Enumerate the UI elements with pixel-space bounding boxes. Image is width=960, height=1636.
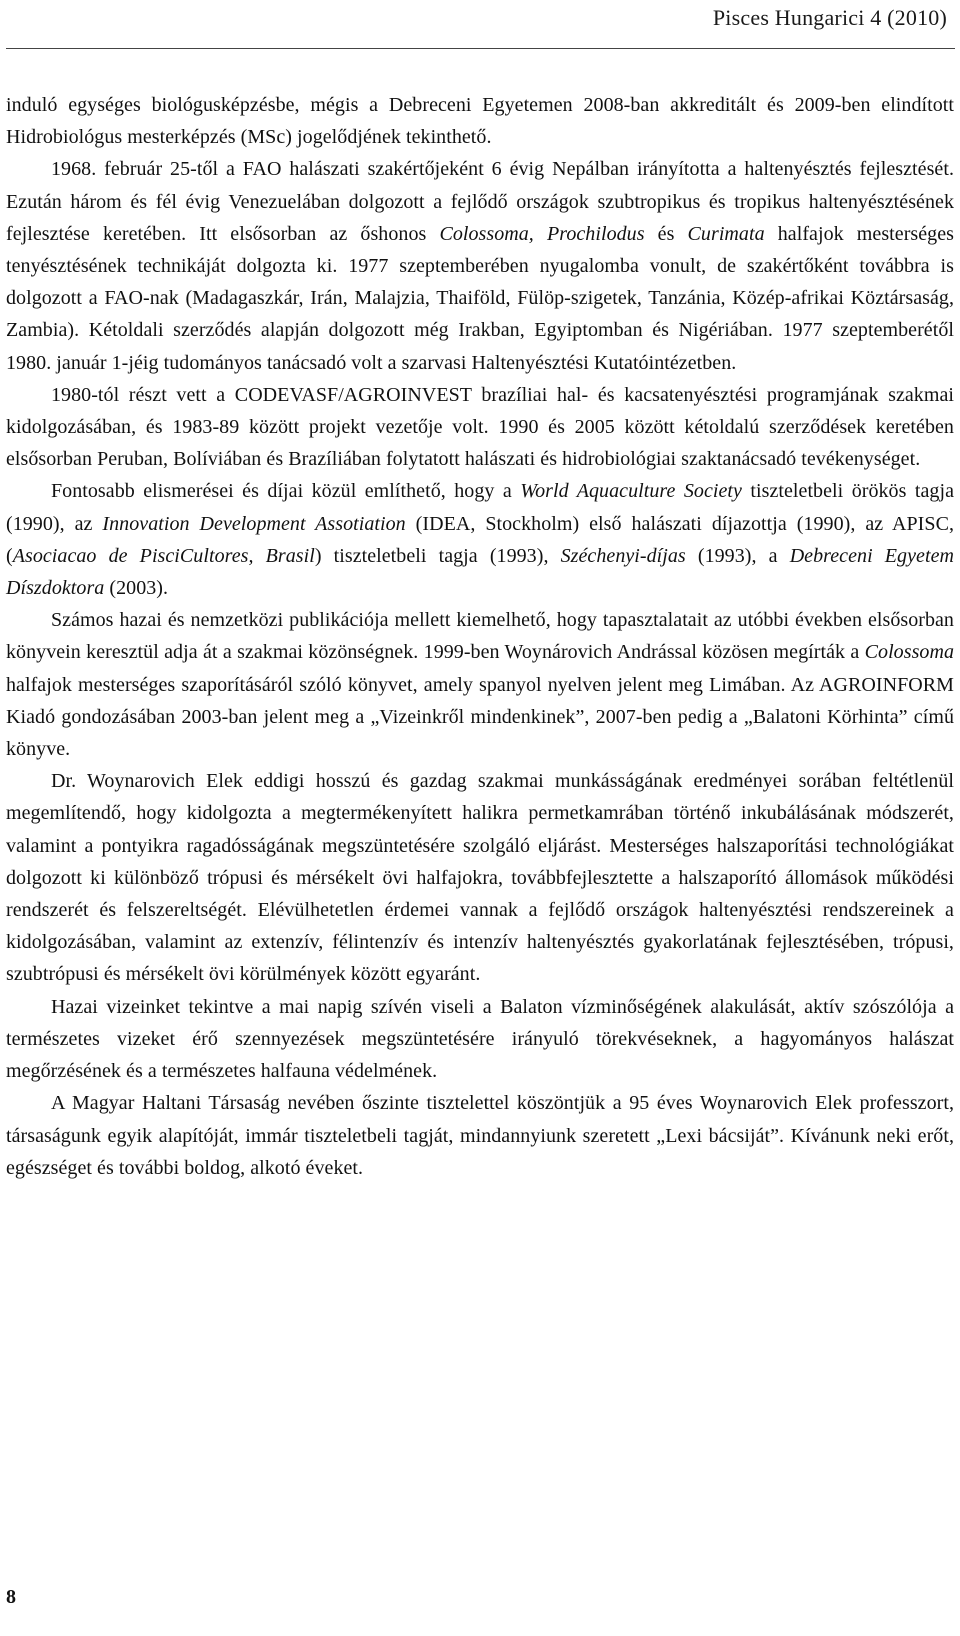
text-run: Fontosabb elismerései és díjai közül említhető, hogy a: [51, 480, 521, 503]
body-paragraph: [6, 991, 954, 1088]
text-run: Számos hazai és nemzetközi publikációja mellett kiemelhető, hogy tapasztalatait az utóbbi években elsősorban könyvein keresztül adja át a szakmai közönségnek. 1999-ben Woynárovich Andrással közösen megírták a: [6, 609, 954, 664]
italic-text-run: World Aquaculture Society: [520, 480, 742, 503]
running-header: [0, 0, 960, 31]
italic-text-run: Széchenyi-díjas: [560, 544, 686, 567]
body-paragraph: [6, 89, 954, 153]
italic-text-run: Colossoma: [864, 641, 954, 664]
body-paragraph: [6, 765, 954, 990]
text-run: (IDEA, Stockholm) első halászati díjazottja (1990), az APISC, (: [6, 512, 955, 567]
header-divider: [6, 48, 955, 49]
italic-text-run: Colossoma, Prochilodus: [439, 222, 645, 245]
italic-text-run: Debreceni Egyetem Díszdoktora: [6, 544, 954, 600]
article-body: [6, 89, 954, 1184]
journal-title: Pisces Hungarici 4 (2010): [712, 5, 947, 30]
text-run: Hazai vizeinket tekintve a mai napig szívén viseli a Balaton vízminőségének alakulását, aktív szószólója a természetes vizeket érő szennyezések megszüntetésére irányuló törekvéseknek, a hagyományos halászat megőrzésének és a természetes halfauna védelmének.: [6, 995, 954, 1083]
italic-text-run: Asociacao de PisciCultores, Brasil: [12, 544, 315, 567]
text-run: Dr. Woynarovich Elek eddigi hosszú és gazdag szakmai munkásságának eredményei sorában feltétlenül megemlítendő, hogy kidolgozta a megtermékenyített halikra permetkamrában történő inkubálásának módszerét, valamint a pontyikra ragadósságának megszüntetésére szolgáló eljárást. Mesterséges halszaporítási technológiákat dolgozott ki különböző trópusi és mérsékelt övi halfajokra, továbbfejlesztette a halszaporító állomások működési rendszerét és felszereltségét. Elévülhetetlen érdemei vannak a fejlődő országok haltenyésztési rendszereinek a kidolgozásában, valamint az extenzív, félintenzív és intenzív haltenyésztés gyakorlatának fejlesztésében, trópusi, szubtrópusi és mérsékelt övi körülmények között egyaránt.: [6, 770, 954, 986]
text-run: 1968. február 25-től a FAO halászati szakértőjeként 6 évig Nepálban irányította a haltenyésztés fejlesztését. Ezután három és fél évig Venezuelában dolgozott a fejlődő országok szubtropikus és tropikus haltenyésztésének fejlesztése keretében. Itt elsősorban az őshonos: [6, 158, 954, 245]
body-paragraph: [6, 604, 954, 765]
text-run: (1993), a: [685, 544, 790, 567]
text-run: halfajok mesterséges szaporításáról szóló könyvet, amely spanyol nyelven jelent meg Limában. Az AGROINFORM Kiadó gondozásában 2003-ban jelent meg a „Vizeinkről mindenkinek”, 2007-ben pedig a „Balatoni Körhinta” című könyve.: [6, 673, 954, 761]
page-number: 8: [6, 1586, 16, 1608]
body-paragraph: [6, 475, 954, 604]
text-run: és: [644, 222, 688, 245]
text-run: tiszteletbeli örökös tagja (1990), az: [6, 480, 954, 535]
italic-text-run: Innovation Development Assotiation: [102, 512, 406, 535]
text-run: (2003).: [104, 577, 169, 600]
body-paragraph: [6, 379, 954, 476]
text-run: ) tiszteletbeli tagja (1993),: [314, 544, 561, 567]
text-run: 1980-tól részt vett a CODEVASF/AGROINVEST brazíliai hal- és kacsatenyésztési programjának szakmai kidolgozásában, és 1983-89 között projekt vezetője volt. 1990 és 2005 között kétoldalú szerződések keretében elsősorban Peruban, Bolíviában és Brazíliában folytatott halászati és hidrobiológiai szaktanácsadó tevékenységet.: [6, 383, 954, 471]
text-run: A Magyar Haltani Társaság nevében őszinte tisztelettel köszöntjük a 95 éves Woynarovich Elek professzort, társaságunk egyik alapítóját, immár tiszteletbeli tagját, mindannyiunk szeretett „Lexi bácsiját”. Kívánunk neki erőt, egészséget és további boldog, alkotó éveket.: [6, 1092, 954, 1179]
body-paragraph: [6, 1087, 954, 1184]
body-paragraph: [6, 153, 954, 378]
text-run: halfajok mesterséges tenyésztésének technikáját dolgozta ki. 1977 szeptemberében nyugalomba vonult, de szakértőként továbbra is dolgozott a FAO-nak (Madagaszkár, Irán, Malajzia, Thaiföld, Fülöp-szigetek, Tanzánia, Közép-afrikai Köztársaság, Zambia). Kétoldali szerződés alapján dolgozott még Irakban, Egyiptomban és Nigériában. 1977 szeptemberétől 1980. január 1-jéig tudományos tanácsadó volt a szarvasi Haltenyésztési Kutatóintézetben.: [6, 222, 954, 374]
italic-text-run: Curimata: [687, 222, 765, 245]
text-run: induló egységes biológusképzésbe, mégis a Debreceni Egyetemen 2008-ban akkreditált és 2009-ben elindított Hidrobiológus mesterképzés (MSc) jogelődjének tekinthető.: [6, 94, 954, 149]
